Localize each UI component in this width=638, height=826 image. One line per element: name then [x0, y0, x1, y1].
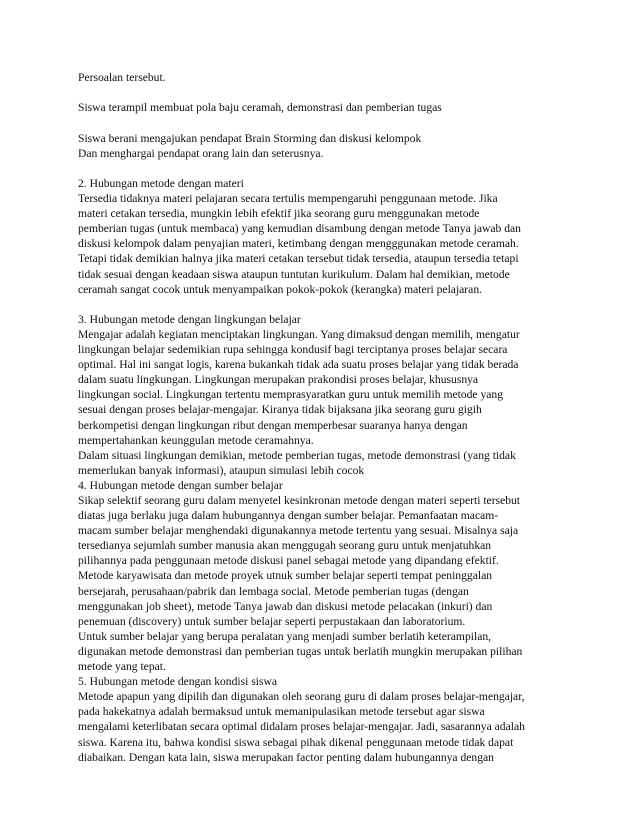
- paragraph-line: ceramah sangat cocok untuk menyampaikan pokok-pokok (kerangka) materi pelajaran.: [78, 282, 483, 296]
- intro-line: Siswa berani mengajukan pendapat Brain Storming dan diskusi kelompok: [78, 131, 422, 145]
- paragraph-line: diabaikan. Dengan kata lain, siswa merupakan factor penting dalam hubungannya dengan: [78, 750, 494, 764]
- section-heading: 3. Hubungan metode dengan lingkungan belajar: [78, 312, 301, 326]
- paragraph-line: diskusi kelompok dalam penyajian materi, ketimbang dengan mengggunakan metode ceramah.: [78, 237, 519, 251]
- section-heading: 2. Hubungan metode dengan materi: [78, 176, 244, 190]
- section-2: [78, 176, 578, 297]
- paragraph-line: pada hakekatnya adalah bermaksud untuk memanipulasikan metode tersebut agar siswa: [78, 705, 485, 719]
- paragraph-line: mempertahankan keunggulan metode ceramahnya.: [78, 433, 314, 447]
- paragraph-line: pilihannya pada penggunaan metode diskusi panel sebagai metode yang dipandang efektif.: [78, 554, 499, 568]
- section-4: [78, 478, 578, 674]
- paragraph-line: macam sumber belajar menghendaki digunakannya metode tertentu yang sesuai. Misalnya saja: [78, 524, 519, 538]
- paragraph-line: optimal. Hal ini sangat logis, karena bukankah tidak ada suatu proses belajar yang tidak berada: [78, 358, 519, 372]
- section-heading: 4. Hubungan metode dengan sumber belajar: [78, 478, 283, 492]
- paragraph-line: Untuk sumber belajar yang berupa peralatan yang menjadi sumber berlatih keterampilan,: [78, 629, 492, 643]
- paragraph-line: materi cetakan tersedia, mungkin lebih efektif jika seorang guru menggunakan metode: [78, 207, 480, 221]
- paragraph-line: bersejarah, perusahaan/pabrik dan lembaga social. Metode pemberian tugas (dengan: [78, 584, 469, 598]
- document-body: [78, 70, 578, 765]
- section-3: [78, 312, 578, 478]
- intro-line: Dan menghargai pendapat orang lain dan seterusnya.: [78, 146, 324, 160]
- paragraph-line: Dalam situasi lingkungan demikian, metode pemberian tugas, metode demonstrasi (yang tidak: [78, 448, 516, 462]
- intro-line: Persoalan tersebut.: [78, 71, 166, 84]
- paragraph-line: dalam suatu lingkungan. Lingkungan merupakan prakondisi proses belajar, khususnya: [78, 373, 479, 387]
- paragraph-line: tidak sesuai dengan keadaan siswa ataupun tuntutan kurikulum. Dalam hal demikian, metode: [78, 267, 510, 281]
- paragraph-line: siswa. Karena itu, bahwa kondisi siswa sebagai pihak dikenal penggunaan metode tidak dapat: [78, 735, 514, 749]
- section-heading: 5. Hubungan metode dengan kondisi siswa: [78, 675, 277, 689]
- paragraph-line: Metode karyawisata dan metode proyek utnuk sumber belajar seperti tempat peninggalan: [78, 569, 493, 583]
- paragraph-line: Tersedia tidaknya materi pelajaran secara tertulis mempengaruhi penggunaan metode. Jika: [78, 192, 498, 206]
- section-5: [78, 674, 578, 765]
- paragraph-line: Mengajar adalah kegiatan menciptakan lingkungan. Yang dimaksud dengan memilih, mengatur: [78, 327, 520, 341]
- paragraph-line: metode yang tepat.: [78, 660, 166, 674]
- paragraph-line: Tetapi tidak demikian halnya jika materi cetakan tersebut tidak tersedia, ataupun tersedia tetapi: [78, 252, 519, 266]
- paragraph-line: Sikap selektif seorang guru dalam menyetel kesinkronan metode dengan materi seperti tersebut: [78, 494, 521, 507]
- paragraph-line: mengalami keterlibatan secara optimal didalam proses belajar-mengajar. Jadi, sasarannya adalah: [78, 720, 525, 734]
- paragraph-line: penemuan (discovery) untuk sumber belajar seperti perpustakaan dan laboratorium.: [78, 614, 466, 628]
- paragraph-line: sesuai dengan proses belajar-mengajar. Kiranya tidak bijaksana jika seorang guru gigih: [78, 403, 482, 417]
- paragraph-line: diatas juga berlaku juga dalam hubungannya dengan sumber belajar. Pemanfaatan macam-: [78, 509, 499, 523]
- paragraph-line: tersedianya sejumlah sumber manusia akan menggugah seorang guru untuk menjatuhkan: [78, 539, 492, 553]
- paragraph-line: pemberian tugas (untuk membaca) yang kemudian disambung dengan metode Tanya jawab dan: [78, 222, 521, 236]
- intro-line: Siswa terampil membuat pola baju ceramah, demonstrasi dan pemberian tugas: [78, 101, 442, 115]
- paragraph-line: Metode apapun yang dipilih dan digunakan oleh seorang guru di dalam proses belajar-mengajar,: [78, 690, 525, 704]
- paragraph-line: lingkungan social. Lingkungan tertentu memprasyaratkan guru untuk memilih metode yang: [78, 388, 504, 402]
- paragraph-line: menggunakan job sheet), metode Tanya jawab dan diskusi metode pelacakan (inkuri) dan: [78, 599, 493, 613]
- paragraph-line: memerlukan banyak informasi), ataupun simulasi lebih cocok: [78, 463, 365, 477]
- paragraph-line: lingkungan belajar sedemikian rupa sehingga kondusif bagi terciptanya proses belajar secara: [78, 343, 508, 357]
- paragraph-line: digunakan metode demonstrasi dan pemberian tugas untuk berlatih mungkin merupakan pilihan: [78, 644, 523, 658]
- paragraph-line: berkompetisi dengan lingkungan ribut dengan memperbesar suaranya hanya dengan: [78, 418, 468, 432]
